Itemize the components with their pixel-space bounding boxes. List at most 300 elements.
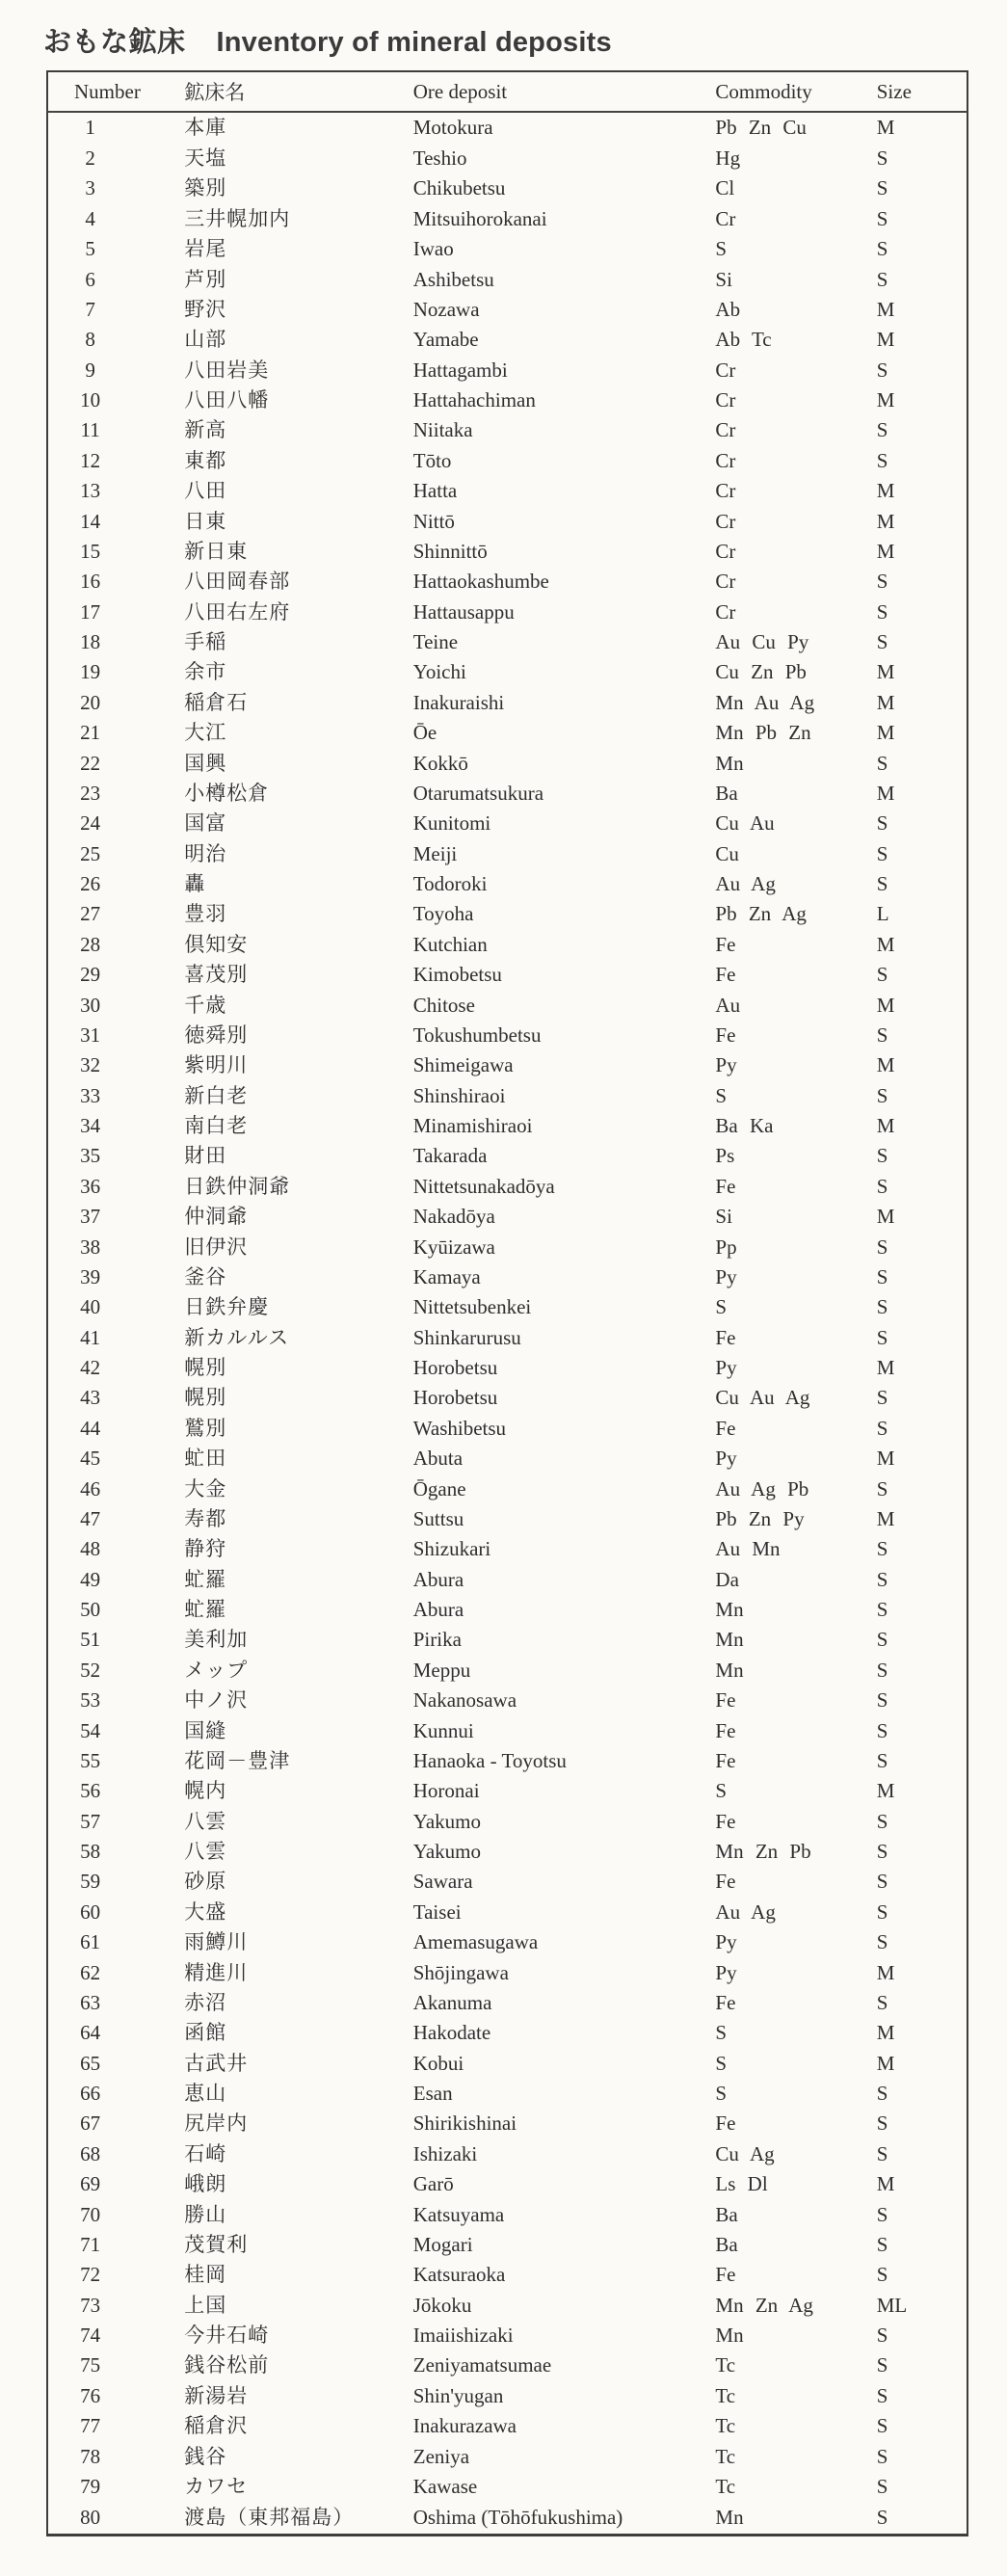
- cell-ore-deposit: Zeniya: [412, 2444, 470, 2468]
- page-title-english: Inventory of mineral deposits: [216, 27, 612, 58]
- table-row: [47, 2139, 967, 2169]
- cell-size: S: [876, 1416, 888, 1440]
- cell-ore-deposit: Yamabe: [412, 328, 479, 352]
- cell-name-jp: 紫明川: [184, 1053, 249, 1077]
- cell-name-jp: 芦別: [184, 267, 227, 291]
- cell-number: 21: [80, 721, 101, 745]
- cell-number: 44: [80, 1416, 101, 1440]
- cell-size: L: [876, 902, 889, 926]
- table-row: [47, 537, 967, 567]
- cell-number: 47: [80, 1506, 101, 1530]
- cell-number: 80: [80, 2506, 101, 2530]
- cell-size: S: [876, 2444, 888, 2468]
- cell-commodity: Tc: [715, 2353, 736, 2377]
- cell-commodity: S: [715, 2051, 728, 2075]
- cell-ore-deposit: Shinnittō: [412, 539, 488, 563]
- cell-commodity: Py: [715, 1264, 737, 1288]
- cell-size: S: [876, 1264, 888, 1288]
- table-row: [47, 1504, 967, 1534]
- cell-size: M: [876, 1356, 895, 1380]
- cell-number: 13: [80, 479, 101, 503]
- cell-name-jp: 財田: [184, 1144, 227, 1168]
- cell-name-jp: 尻岸内: [184, 2111, 249, 2136]
- cell-size: S: [876, 1144, 888, 1168]
- cell-ore-deposit: Abura: [412, 1598, 464, 1622]
- cell-commodity: Cr: [715, 418, 736, 442]
- table-row: [47, 2049, 967, 2079]
- cell-commodity: Fe: [715, 1870, 736, 1894]
- cell-ore-deposit: Teine: [412, 630, 459, 654]
- table-row: [47, 688, 967, 718]
- table-row: [47, 899, 967, 929]
- cell-size: M: [876, 388, 895, 412]
- cell-ore-deposit: Horonai: [412, 1779, 480, 1803]
- table-row: [47, 1957, 967, 1987]
- cell-name-jp: 余市: [184, 660, 227, 684]
- cell-ore-deposit: Shimeigawa: [412, 1053, 514, 1077]
- cell-number: 34: [80, 1114, 101, 1138]
- cell-commodity: Py: [715, 1960, 737, 1984]
- cell-size: S: [876, 1386, 888, 1410]
- cell-name-jp: 稲倉石: [184, 690, 249, 714]
- cell-name-jp: 八田岡春部: [184, 570, 291, 594]
- cell-number: 70: [80, 2202, 101, 2226]
- cell-number: 37: [80, 1205, 101, 1229]
- cell-ore-deposit: Jōkoku: [412, 2293, 472, 2317]
- table-row: [47, 1746, 967, 1776]
- cell-number: 49: [80, 1567, 101, 1591]
- cell-number: 33: [80, 1083, 101, 1107]
- cell-name-jp: 函館: [184, 2021, 227, 2045]
- cell-size: S: [876, 1476, 888, 1500]
- cell-name-jp: 桂岡: [184, 2263, 227, 2287]
- table-row: [47, 446, 967, 476]
- table-row: [47, 325, 967, 355]
- cell-ore-deposit: Yakumo: [412, 1840, 481, 1864]
- header-commodity: Commodity: [715, 79, 812, 103]
- table-row: [47, 264, 967, 294]
- cell-number: 69: [80, 2172, 101, 2196]
- cell-name-jp: 勝山: [184, 2202, 227, 2226]
- cell-ore-deposit: Ashibetsu: [412, 267, 494, 291]
- cell-name-jp: 新日東: [184, 539, 249, 563]
- table-body: [47, 112, 967, 2536]
- cell-ore-deposit: Kunitomi: [412, 811, 491, 836]
- cell-number: 39: [80, 1264, 101, 1288]
- cell-name-jp: 大金: [184, 1476, 227, 1500]
- cell-size: S: [876, 630, 888, 654]
- cell-size: S: [876, 872, 888, 896]
- cell-size: M: [876, 993, 895, 1017]
- cell-number: 53: [80, 1688, 101, 1713]
- table-row: [47, 1988, 967, 2018]
- cell-name-jp: 古武井: [184, 2051, 249, 2075]
- cell-name-jp: 国興: [184, 751, 227, 775]
- table-row: [47, 1172, 967, 1202]
- cell-number: 60: [80, 1899, 101, 1924]
- table-row: [47, 234, 967, 264]
- cell-number: 75: [80, 2353, 101, 2377]
- cell-size: M: [876, 721, 895, 745]
- cell-size: S: [876, 146, 888, 171]
- cell-number: 42: [80, 1356, 101, 1380]
- cell-size: S: [876, 358, 888, 382]
- cell-commodity: Mn: [715, 751, 744, 775]
- cell-number: 71: [80, 2232, 101, 2256]
- cell-ore-deposit: Takarada: [412, 1144, 488, 1168]
- cell-size: S: [876, 1235, 888, 1259]
- table-row: [47, 1111, 967, 1141]
- table-row: [47, 1656, 967, 1686]
- table-row: [47, 1414, 967, 1444]
- cell-number: 59: [80, 1870, 101, 1894]
- table-row: [47, 2079, 967, 2109]
- cell-commodity: Cu Au: [715, 811, 775, 836]
- header-number: Number: [74, 79, 141, 103]
- cell-number: 16: [80, 570, 101, 594]
- cell-size: S: [876, 206, 888, 230]
- table-row: [47, 2381, 967, 2411]
- cell-commodity: Cr: [715, 448, 736, 472]
- table-row: [47, 1292, 967, 1322]
- cell-name-jp: 国縫: [184, 1718, 227, 1742]
- cell-ore-deposit: Tokushumbetsu: [412, 1022, 542, 1047]
- cell-name-jp: 国富: [184, 811, 227, 836]
- cell-ore-deposit: Imaiishizaki: [412, 2324, 514, 2348]
- cell-name-jp: 新湯岩: [184, 2383, 249, 2407]
- cell-name-jp: 茂賀利: [184, 2232, 249, 2256]
- cell-number: 28: [80, 932, 101, 956]
- cell-ore-deposit: Akanuma: [412, 1990, 492, 2014]
- cell-number: 61: [80, 1930, 101, 1954]
- cell-name-jp: 喜茂別: [184, 963, 249, 987]
- cell-number: 68: [80, 2141, 101, 2165]
- cell-ore-deposit: Nakadōya: [412, 1205, 495, 1229]
- cell-size: M: [876, 2051, 895, 2075]
- table-row: [47, 1807, 967, 1837]
- cell-commodity: Si: [715, 1205, 732, 1229]
- cell-name-jp: 八雲: [184, 1809, 227, 1833]
- cell-name-jp: 峨朗: [184, 2172, 227, 2196]
- cell-name-jp: 本庫: [184, 116, 227, 140]
- cell-commodity: Mn: [715, 2506, 744, 2530]
- cell-size: M: [876, 297, 895, 321]
- table-row: [47, 2321, 967, 2350]
- table-row: [47, 1202, 967, 1232]
- cell-ore-deposit: Hattahachiman: [412, 388, 536, 412]
- cell-size: M: [876, 781, 895, 805]
- cell-number: 14: [80, 509, 101, 533]
- cell-number: 57: [80, 1809, 101, 1833]
- cell-ore-deposit: Otarumatsukura: [412, 781, 544, 805]
- table-row: [47, 627, 967, 657]
- cell-size: M: [876, 1114, 895, 1138]
- cell-number: 48: [80, 1537, 101, 1561]
- cell-name-jp: 八田岩美: [184, 358, 270, 382]
- cell-number: 36: [80, 1174, 101, 1198]
- cell-commodity: Fe: [715, 1718, 736, 1742]
- cell-size: M: [876, 509, 895, 533]
- cell-ore-deposit: Kokkō: [412, 751, 468, 775]
- cell-commodity: Pb Zn Py: [715, 1506, 805, 1530]
- table-row: [47, 1837, 967, 1867]
- cell-number: 73: [80, 2293, 101, 2317]
- cell-commodity: Cr: [715, 570, 736, 594]
- table-row: [47, 1474, 967, 1503]
- cell-commodity: Fe: [715, 2263, 736, 2287]
- cell-commodity: Cr: [715, 388, 736, 412]
- cell-ore-deposit: Zeniyamatsumae: [412, 2353, 552, 2377]
- cell-ore-deposit: Kamaya: [412, 1264, 481, 1288]
- cell-commodity: Mn: [715, 1628, 744, 1652]
- table-header: [47, 71, 967, 112]
- cell-commodity: Da: [715, 1567, 739, 1591]
- table-row: [47, 930, 967, 960]
- cell-ore-deposit: Hanaoka - Toyotsu: [412, 1748, 567, 1772]
- cell-size: S: [876, 2474, 888, 2498]
- cell-size: S: [876, 2263, 888, 2287]
- cell-number: 15: [80, 539, 101, 563]
- table-row: [47, 1232, 967, 1261]
- cell-commodity: Pb Zn Cu: [715, 116, 807, 140]
- cell-ore-deposit: Horobetsu: [412, 1386, 498, 1410]
- cell-commodity: S: [715, 2021, 728, 2045]
- table-row: [47, 990, 967, 1020]
- cell-number: 66: [80, 2082, 101, 2106]
- cell-number: 29: [80, 963, 101, 987]
- cell-name-jp: 日鉄弁慶: [184, 1295, 270, 1319]
- cell-commodity: S: [715, 1083, 728, 1107]
- cell-number: 25: [80, 841, 101, 865]
- table-row: [47, 1776, 967, 1806]
- table-row: [47, 869, 967, 899]
- cell-commodity: Cu Ag: [715, 2141, 775, 2165]
- table-row: [47, 1141, 967, 1171]
- cell-size: S: [876, 448, 888, 472]
- cell-name-jp: 銭谷: [184, 2444, 227, 2468]
- cell-commodity: Fe: [715, 1174, 736, 1198]
- cell-number: 65: [80, 2051, 101, 2075]
- cell-ore-deposit: Chitose: [412, 993, 475, 1017]
- cell-size: S: [876, 811, 888, 836]
- cell-number: 52: [80, 1658, 101, 1682]
- cell-size: S: [876, 2324, 888, 2348]
- cell-size: S: [876, 2414, 888, 2438]
- cell-size: S: [876, 1930, 888, 1954]
- cell-name-jp: 大江: [184, 721, 227, 745]
- cell-name-jp: 虻羅: [184, 1567, 227, 1591]
- cell-size: S: [876, 963, 888, 987]
- cell-size: S: [876, 1870, 888, 1894]
- cell-ore-deposit: Ishizaki: [412, 2141, 478, 2165]
- cell-name-jp: 旧伊沢: [184, 1235, 249, 1259]
- header-size: Size: [876, 79, 912, 103]
- cell-size: S: [876, 1598, 888, 1622]
- cell-size: S: [876, 841, 888, 865]
- cell-number: 46: [80, 1476, 101, 1500]
- mineral-deposits-table: [46, 70, 968, 2536]
- cell-commodity: Tc: [715, 2383, 736, 2407]
- cell-size: S: [876, 2232, 888, 2256]
- cell-name-jp: 日鉄仲洞爺: [184, 1174, 291, 1198]
- page-title-japanese: おもな鉱床: [43, 27, 186, 58]
- table-row: [47, 1323, 967, 1353]
- cell-size: S: [876, 1022, 888, 1047]
- table-header-row: [47, 71, 967, 112]
- cell-commodity: Cr: [715, 539, 736, 563]
- cell-name-jp: 上国: [184, 2293, 227, 2317]
- cell-name-jp: 徳舜別: [184, 1022, 249, 1047]
- cell-name-jp: 倶知安: [184, 932, 249, 956]
- cell-commodity: Ba: [715, 2232, 738, 2256]
- cell-commodity: Mn: [715, 1598, 744, 1622]
- cell-ore-deposit: Hattagambi: [412, 358, 508, 382]
- cell-size: S: [876, 2506, 888, 2530]
- cell-number: 56: [80, 1779, 101, 1803]
- cell-name-jp: 恵山: [184, 2082, 227, 2106]
- table-row: [47, 1715, 967, 1745]
- cell-commodity: Fe: [715, 932, 736, 956]
- cell-size: S: [876, 267, 888, 291]
- cell-ore-deposit: Meiji: [412, 841, 458, 865]
- page-title: [43, 20, 612, 60]
- cell-number: 77: [80, 2414, 101, 2438]
- cell-number: 7: [85, 297, 95, 321]
- cell-ore-deposit: Todoroki: [412, 872, 488, 896]
- table-row: [47, 2502, 967, 2535]
- cell-commodity: Mn Pb Zn: [715, 721, 811, 745]
- cell-number: 11: [80, 418, 100, 442]
- cell-commodity: S: [715, 1295, 728, 1319]
- table-row: [47, 173, 967, 203]
- cell-ore-deposit: Kunnui: [412, 1718, 474, 1742]
- table-row: [47, 2199, 967, 2229]
- cell-ore-deposit: Nittō: [412, 509, 455, 533]
- cell-commodity: Ab Tc: [715, 328, 772, 352]
- cell-name-jp: 銭谷松前: [184, 2353, 270, 2377]
- cell-ore-deposit: Chikubetsu: [412, 176, 506, 200]
- cell-number: 35: [80, 1144, 101, 1168]
- cell-name-jp: 明治: [184, 841, 227, 865]
- cell-name-jp: 幌別: [184, 1386, 227, 1410]
- cell-size: M: [876, 1506, 895, 1530]
- cell-number: 18: [80, 630, 101, 654]
- cell-ore-deposit: Garō: [412, 2172, 454, 2196]
- cell-commodity: Au Ag Pb: [715, 1476, 809, 1500]
- table-row: [47, 1534, 967, 1564]
- cell-commodity: Mn Zn Pb: [715, 1840, 811, 1864]
- cell-ore-deposit: Pirika: [412, 1628, 462, 1652]
- cell-name-jp: 三井幌加内: [184, 206, 291, 230]
- table-row: [47, 657, 967, 687]
- cell-commodity: Tc: [715, 2414, 736, 2438]
- cell-number: 6: [85, 267, 95, 291]
- cell-ore-deposit: Kawase: [412, 2474, 478, 2498]
- cell-commodity: S: [715, 237, 728, 261]
- cell-name-jp: 花岡－豊津: [184, 1748, 291, 1772]
- cell-name-jp: 精進川: [184, 1960, 249, 1984]
- cell-commodity: Ba: [715, 2202, 738, 2226]
- cell-ore-deposit: Meppu: [412, 1658, 471, 1682]
- cell-commodity: Mn Au Ag: [715, 690, 815, 714]
- cell-number: 32: [80, 1053, 101, 1077]
- cell-number: 62: [80, 1960, 101, 1984]
- cell-commodity: Py: [715, 1930, 737, 1954]
- cell-commodity: Pp: [715, 1235, 737, 1259]
- cell-number: 10: [80, 388, 101, 412]
- table-row: [47, 356, 967, 385]
- cell-size: S: [876, 1628, 888, 1652]
- cell-number: 9: [85, 358, 95, 382]
- cell-ore-deposit: Yoichi: [412, 660, 466, 684]
- table-row: [47, 1867, 967, 1897]
- table-row: [47, 204, 967, 234]
- cell-number: 79: [80, 2474, 101, 2498]
- cell-size: S: [876, 1325, 888, 1349]
- cell-name-jp: 中ノ沢: [184, 1688, 249, 1713]
- cell-ore-deposit: Mitsuihorokanai: [412, 206, 547, 230]
- cell-commodity: Au Cu Py: [715, 630, 809, 654]
- cell-size: S: [876, 176, 888, 200]
- table-row: [47, 2350, 967, 2380]
- cell-size: S: [876, 1990, 888, 2014]
- table-row: [47, 1595, 967, 1625]
- cell-number: 63: [80, 1990, 101, 2014]
- cell-commodity: Fe: [715, 1325, 736, 1349]
- cell-size: M: [876, 660, 895, 684]
- cell-ore-deposit: Toyoha: [412, 902, 474, 926]
- cell-ore-deposit: Shirikishinai: [412, 2111, 517, 2136]
- cell-ore-deposit: Kutchian: [412, 932, 488, 956]
- cell-size: S: [876, 418, 888, 442]
- cell-ore-deposit: Teshio: [412, 146, 467, 171]
- cell-name-jp: 幌内: [184, 1779, 227, 1803]
- cell-ore-deposit: Abura: [412, 1567, 464, 1591]
- table-row: [47, 1625, 967, 1655]
- cell-commodity: Fe: [715, 1022, 736, 1047]
- cell-size: M: [876, 1053, 895, 1077]
- cell-ore-deposit: Minamishiraoi: [412, 1114, 533, 1138]
- cell-size: S: [876, 1899, 888, 1924]
- table-row: [47, 748, 967, 778]
- cell-size: S: [876, 1295, 888, 1319]
- cell-commodity: Py: [715, 1356, 737, 1380]
- cell-name-jp: 渡島（東邦福島）: [184, 2506, 355, 2530]
- cell-name-jp: 野沢: [184, 297, 227, 321]
- cell-name-jp: 虻田: [184, 1447, 227, 1471]
- cell-size: S: [876, 2202, 888, 2226]
- cell-ore-deposit: Oshima (Tōhōfukushima): [412, 2506, 623, 2530]
- cell-name-jp: 轟: [184, 872, 206, 896]
- cell-name-jp: 仲洞爺: [184, 1205, 249, 1229]
- cell-ore-deposit: Suttsu: [412, 1506, 464, 1530]
- cell-size: M: [876, 1447, 895, 1471]
- cell-ore-deposit: Nittetsunakadōya: [412, 1174, 555, 1198]
- cell-size: M: [876, 690, 895, 714]
- cell-ore-deposit: Esan: [412, 2082, 453, 2106]
- cell-ore-deposit: Ōgane: [412, 1476, 466, 1500]
- cell-name-jp: 稲倉沢: [184, 2414, 249, 2438]
- table-row: [47, 295, 967, 325]
- cell-commodity: Hg: [715, 146, 741, 171]
- cell-number: 58: [80, 1840, 101, 1864]
- cell-size: S: [876, 237, 888, 261]
- cell-number: 23: [80, 781, 101, 805]
- cell-name-jp: 八田右左府: [184, 599, 291, 624]
- cell-ore-deposit: Shōjingawa: [412, 1960, 509, 1984]
- cell-name-jp: 今井石崎: [184, 2324, 270, 2348]
- cell-commodity: Tc: [715, 2444, 736, 2468]
